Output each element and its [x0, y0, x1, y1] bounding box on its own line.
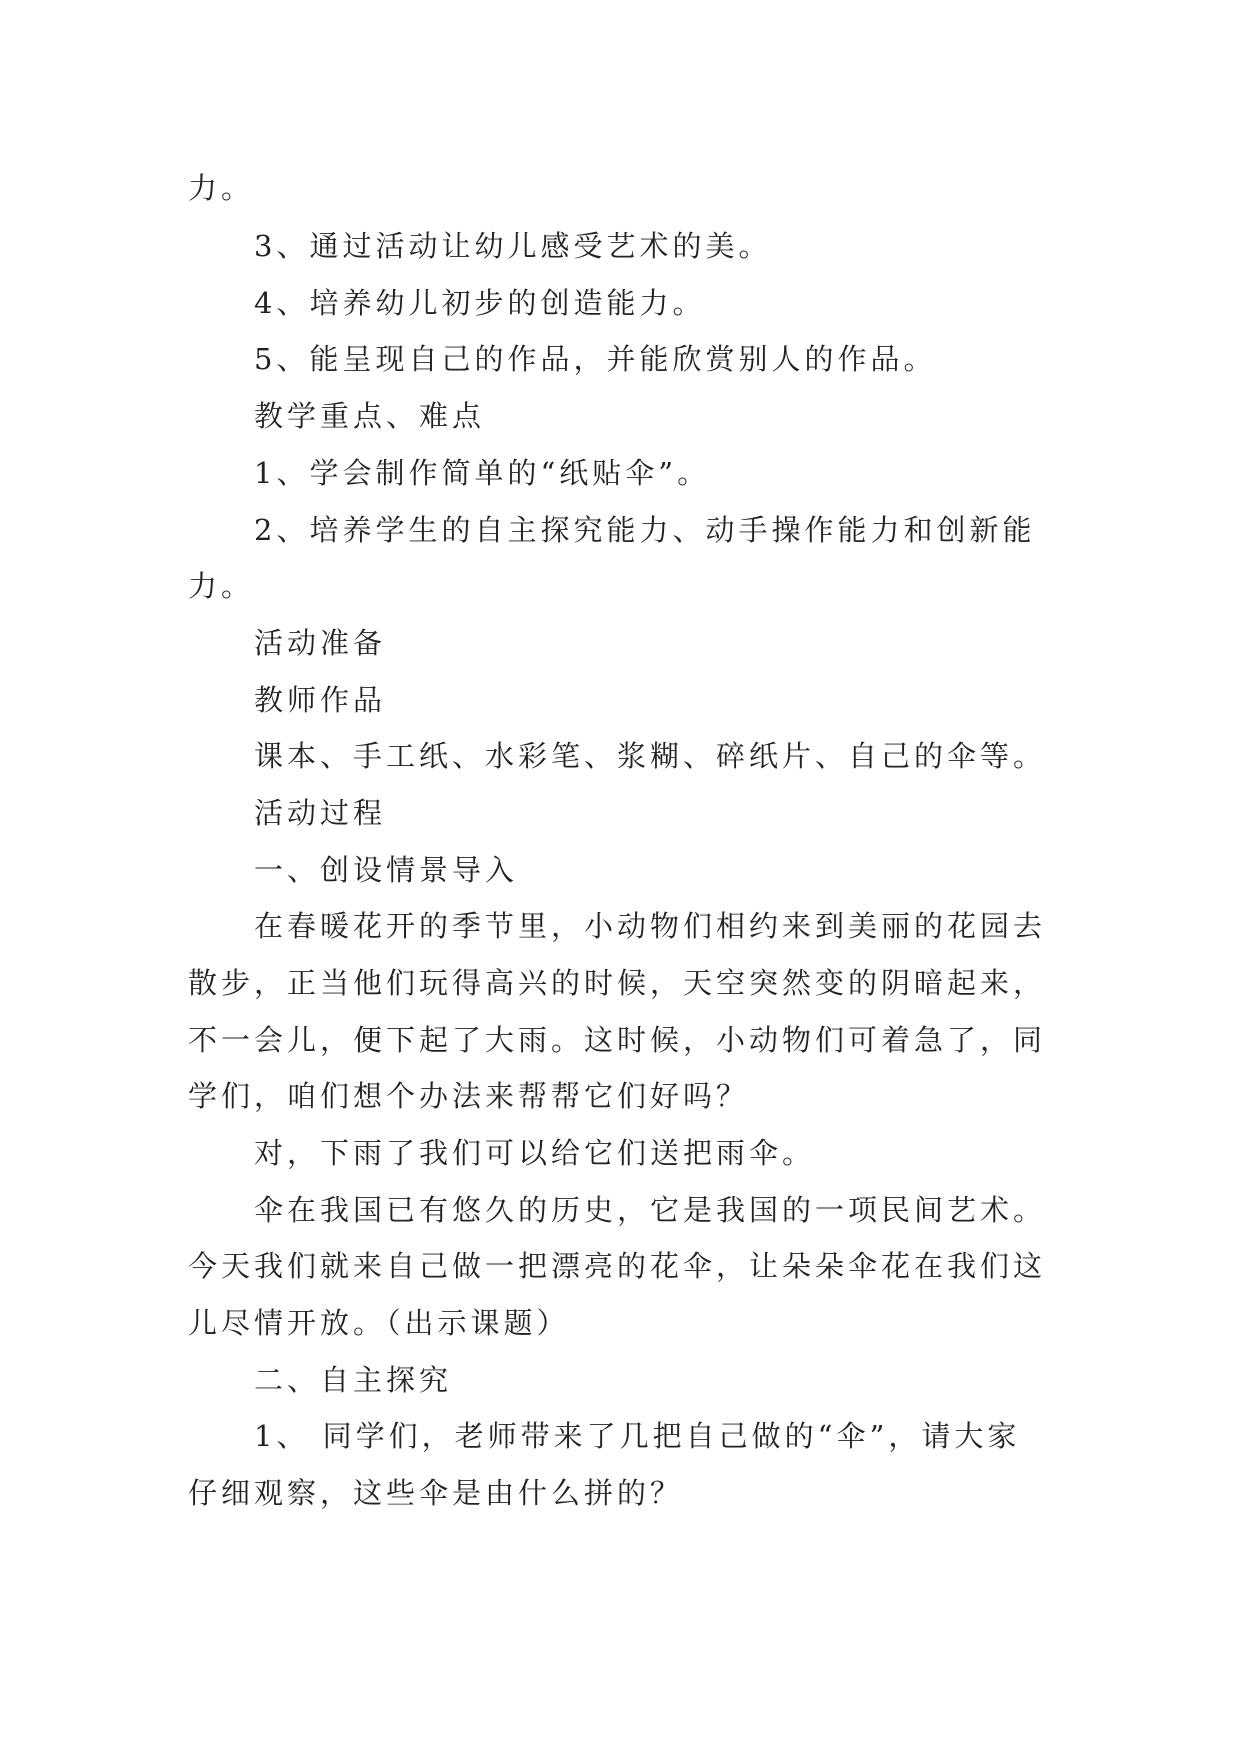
paragraph-line: 儿尽情开放。（出示课题） — [188, 1306, 570, 1340]
preparation-materials: 课本、手工纸、水彩笔、浆糊、碎纸片、自己的伞等。 — [254, 739, 1047, 773]
paragraph-line: 对，下雨了我们可以给它们送把雨伞。 — [254, 1136, 816, 1170]
paragraph-line: 学们，咱们想个办法来帮帮它们好吗？ — [188, 1079, 750, 1113]
paragraph-line: 伞在我国已有悠久的历史，它是我国的一项民间艺术。 — [254, 1193, 1047, 1227]
text-line: 力。 — [188, 569, 255, 603]
paragraph-line: 散步，正当他们玩得高兴的时候，天空突然变的阴暗起来， — [188, 966, 1047, 1000]
paragraph-line: 仔细观察，这些伞是由什么拼的？ — [188, 1476, 684, 1510]
key-point-2: 2、培养学生的自主探究能力、动手操作能力和创新能 — [254, 513, 1036, 547]
key-point-1: 1、学会制作简单的“纸贴伞”。 — [254, 456, 711, 490]
step-heading-1: 一、创设情景导入 — [254, 853, 519, 887]
objective-3: 3、通过活动让幼儿感受艺术的美。 — [254, 229, 772, 263]
objective-5: 5、能呈现自己的作品，并能欣赏别人的作品。 — [254, 342, 937, 376]
section-heading-process: 活动过程 — [254, 796, 387, 830]
section-heading-preparation: 活动准备 — [254, 626, 387, 660]
paragraph-line: 不一会儿，便下起了大雨。这时候，小动物们可着急了，同 — [188, 1023, 1047, 1057]
objective-4: 4、培养幼儿初步的创造能力。 — [254, 286, 706, 320]
paragraph-line: 今天我们就来自己做一把漂亮的花伞，让朵朵伞花在我们这 — [188, 1249, 1047, 1283]
section-heading-key-points: 教学重点、难点 — [254, 399, 486, 433]
text-line: 力。 — [188, 171, 255, 205]
preparation-item: 教师作品 — [254, 683, 387, 717]
paragraph-line: 1、 同学们，老师带来了几把自己做的“伞”，请大家 — [254, 1419, 1021, 1453]
paragraph-line: 在春暖花开的季节里，小动物们相约来到美丽的花园去 — [254, 909, 1047, 943]
step-heading-2: 二、自主探究 — [254, 1363, 453, 1397]
